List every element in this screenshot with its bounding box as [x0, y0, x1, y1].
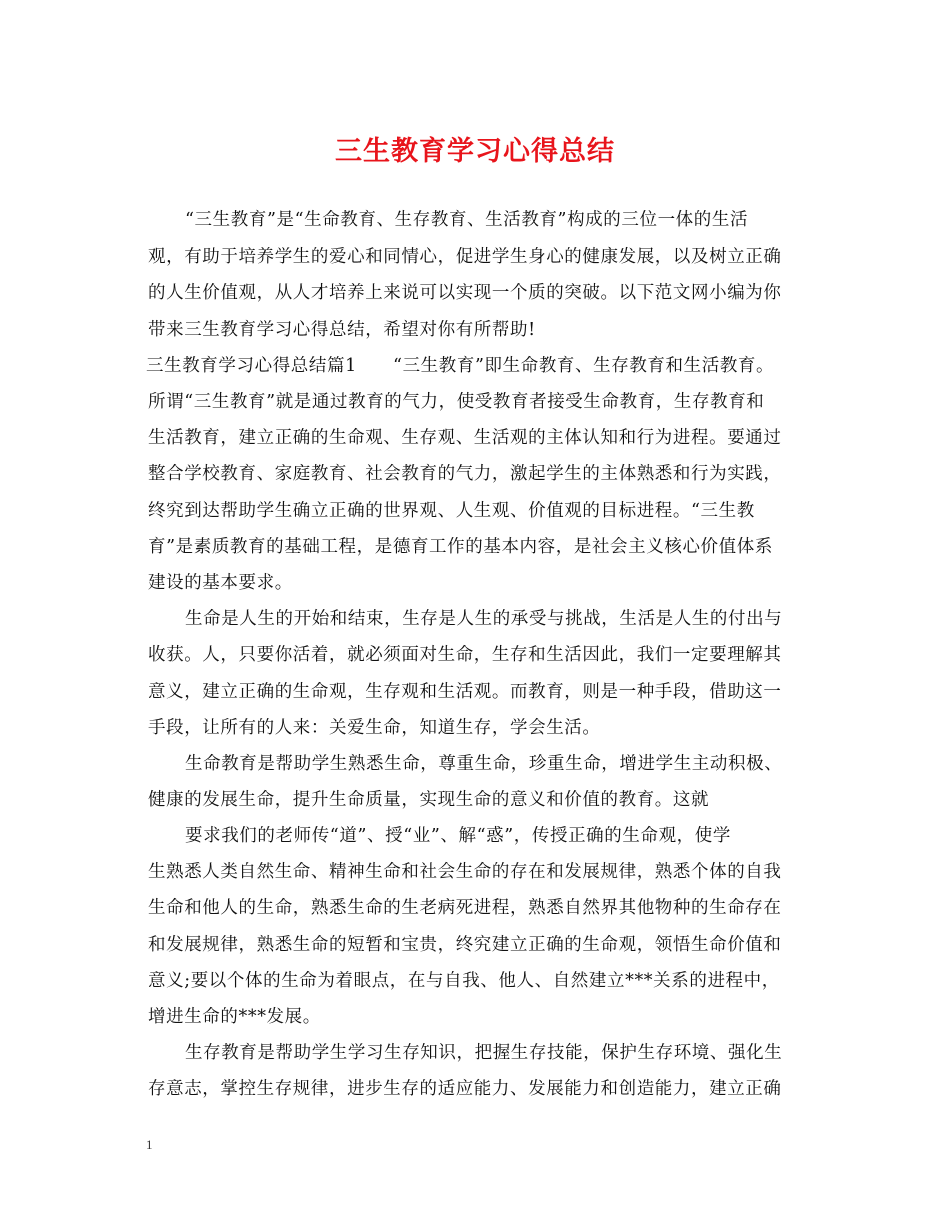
text-line: 三生教育学习心得总结篇1 “三生教育”即生命教育、生存教育和生活教育。 — [146, 356, 775, 376]
page-number: 1 — [146, 1137, 153, 1152]
text-line: 生命教育是帮助学生熟悉生命，尊重生命，珍重生命，增进学生主动积极、 — [185, 754, 783, 774]
text-line: 所谓“三生教育”就是通过教育的气力，使受教育者接受生命教育，生存教育和 — [148, 392, 765, 412]
text-line: 健康的发展生命，提升生命质量，实现生命的意义和价值的教育。这就 — [148, 790, 710, 810]
text-line: 终究到达帮助学生确立正确的世界观、人生观、价值观的目标进程。“三生教 — [148, 501, 755, 521]
document-title: 三生教育学习心得总结 — [335, 136, 615, 167]
text-line: 生命和他人的生命，熟悉生命的生老病死进程，熟悉自然界其他物种的生命存在 — [148, 898, 782, 918]
text-line: 生命是人生的开始和结束，生存是人生的承受与挑战，生活是人生的付出与 — [185, 609, 783, 629]
text-line: 生熟悉人类自然生命、精神生命和社会生命的存在和发展规律，熟悉个体的自我 — [148, 862, 782, 882]
text-line: 观，有助于培养学生的爱心和同情心，促进学生身心的健康发展，以及树立正确 — [148, 247, 782, 267]
text-line: “三生教育”是“生命教育、生存教育、生活教育”构成的三位一体的生活 — [185, 210, 749, 230]
text-line: 带来三生教育学习心得总结，希望对你有所帮助! — [148, 320, 536, 340]
text-line: 和发展规律，熟悉生命的短暂和宝贵，终究建立正确的生命观，领悟生命价值和 — [148, 935, 782, 955]
text-line: 手段，让所有的人来：关爱生命，知道生存，学会生活。 — [148, 718, 601, 738]
text-line: 生存教育是帮助学生学习生存知识，把握生存技能，保护生存环境、强化生 — [185, 1043, 783, 1063]
text-line: 育”是素质教育的基础工程，是德育工作的基本内容，是社会主义核心价值体系 — [148, 537, 773, 557]
text-line: 意义，建立正确的生命观，生存观和生活观。而教育，则是一种手段，借助这一 — [148, 682, 782, 702]
text-line: 整合学校教育、家庭教育、社会教育的气力，激起学生的主体熟悉和行为实践， — [148, 464, 782, 484]
text-line: 建设的基本要求。 — [148, 573, 293, 593]
text-line: 存意志，掌控生存规律，进步生存的适应能力、发展能力和创造能力，建立正确 — [148, 1079, 782, 1099]
text-line: 意义;要以个体的生命为着眼点，在与自我、他人、自然建立***关系的进程中， — [148, 971, 780, 991]
text-line: 生活教育，建立正确的生命观、生存观、生活观的主体认知和行为进程。要通过 — [148, 428, 782, 448]
text-line: 增进生命的***发展。 — [148, 1007, 321, 1027]
text-line: 要求我们的老师传“道”、授“业”、解“惑”，传授正确的生命观，使学 — [185, 826, 731, 846]
text-line: 的人生价值观，从人才培养上来说可以实现一个质的突破。以下范文网小编为你 — [148, 283, 782, 303]
text-line: 收获。人，只要你活着，就必须面对生命，生存和生活因此，我们一定要理解其 — [148, 645, 782, 665]
